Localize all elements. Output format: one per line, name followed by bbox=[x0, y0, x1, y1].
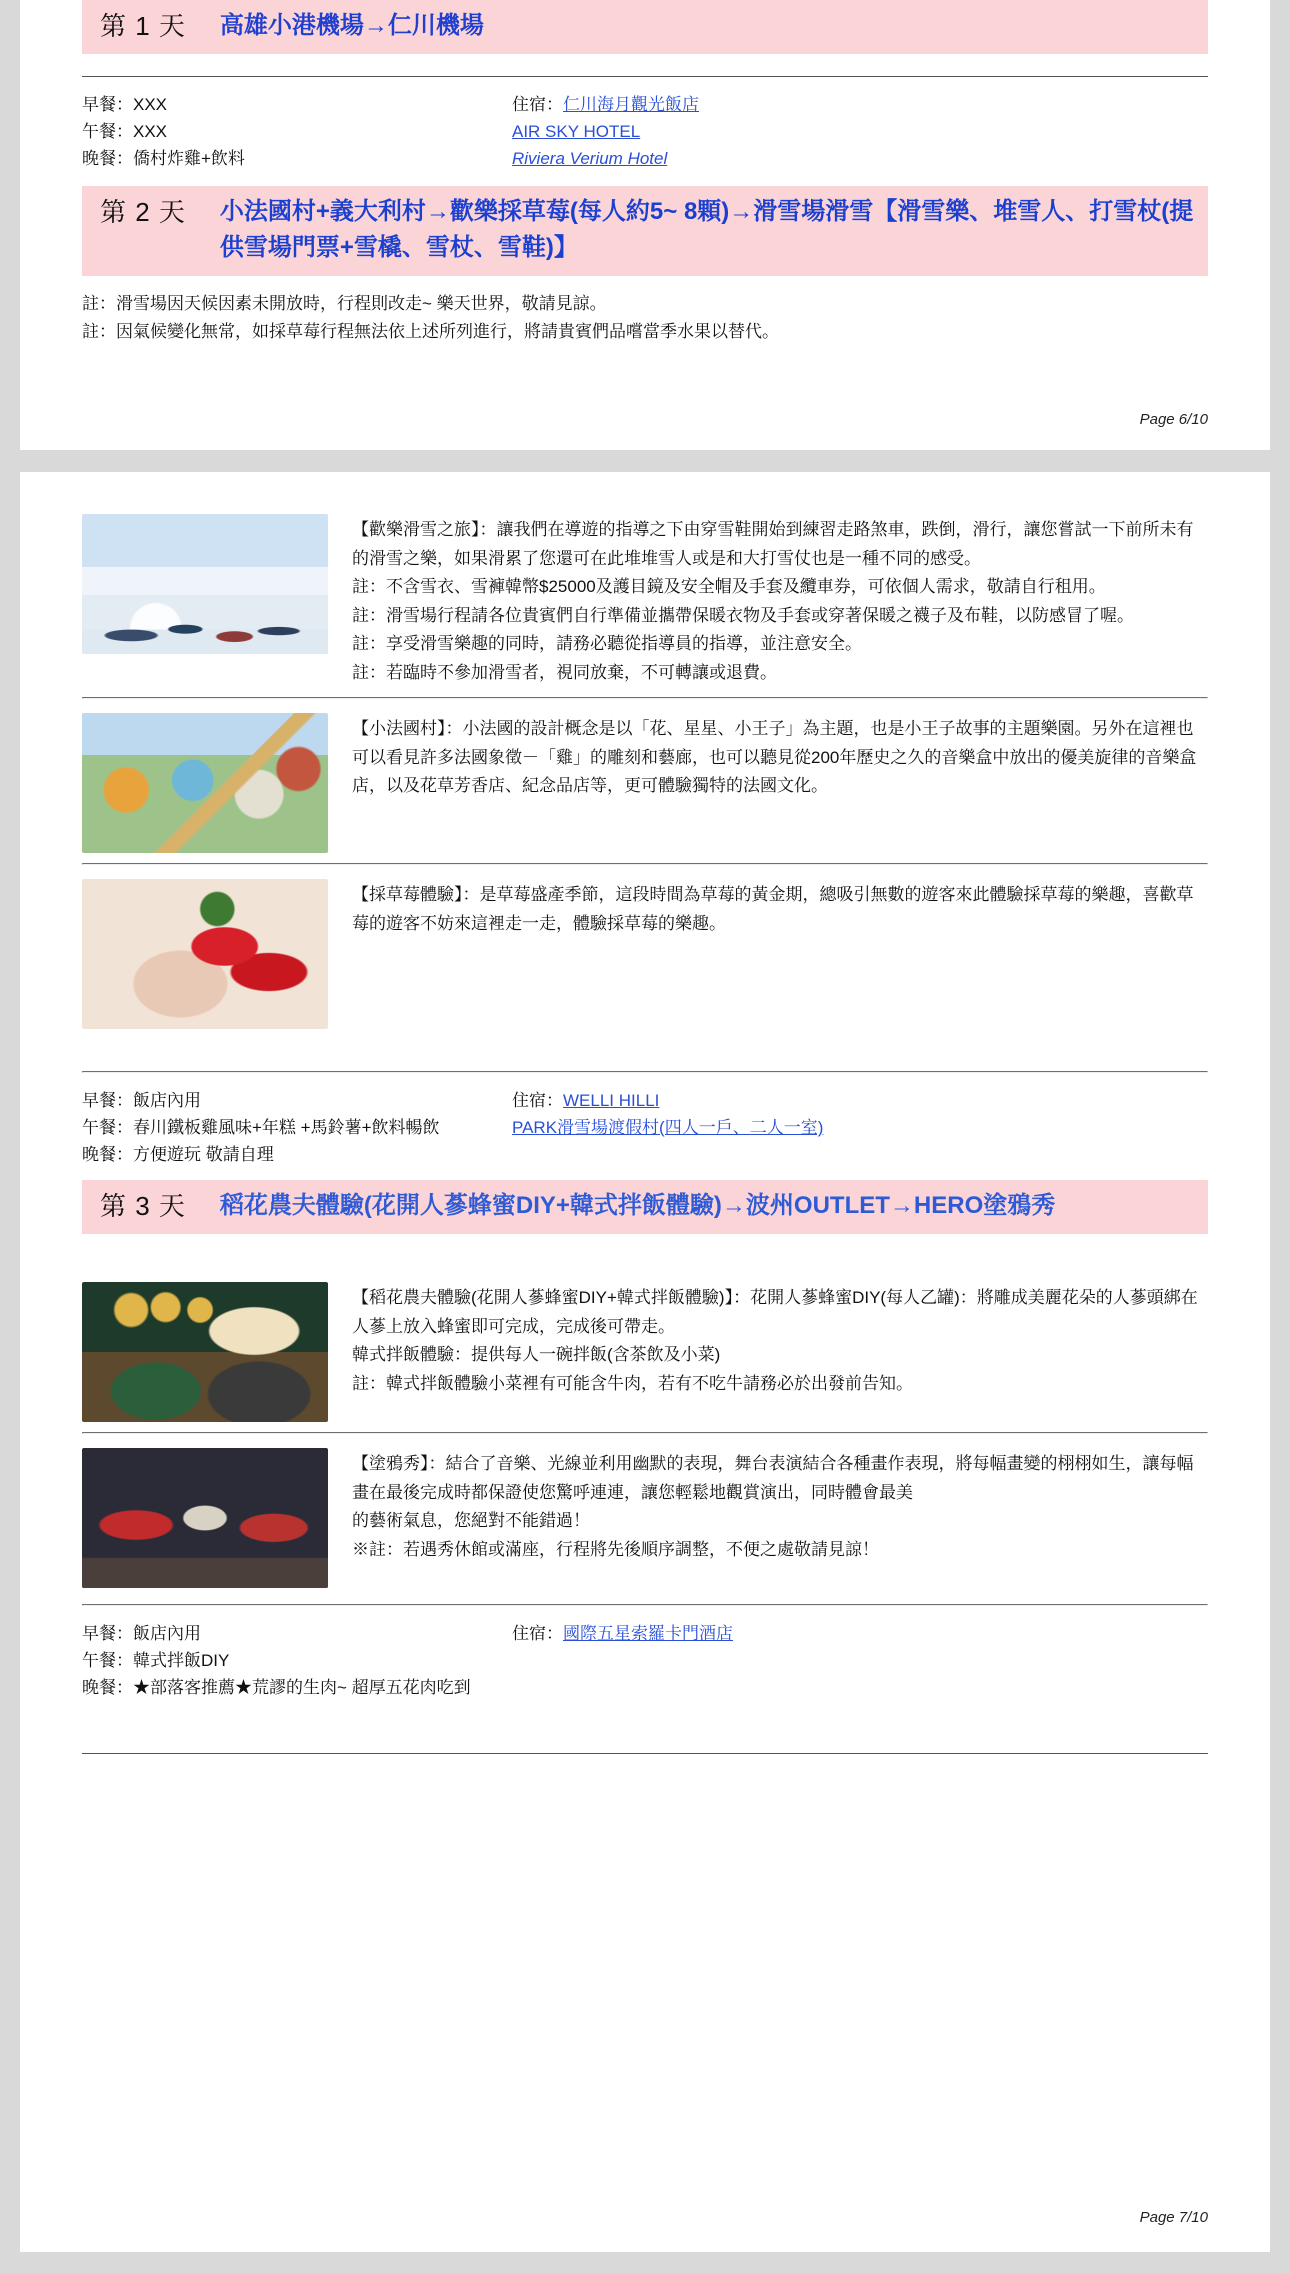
day-2-label: 第 2 天 bbox=[100, 197, 186, 227]
page-number-7: Page 7/10 bbox=[1139, 2209, 1208, 2226]
strawberry-description: 【採草莓體驗】：是草莓盛產季節，這段時間為草莓的黃金期，總吸引無數的遊客來此體驗採草莓的樂趣，喜歡草莓的遊客不妨來這裡走一走，體驗採草莓的樂趣。 bbox=[352, 885, 1194, 933]
day-3-meals bbox=[82, 1620, 512, 1701]
honey-photo bbox=[82, 1282, 328, 1422]
day-1-hotel-link-1[interactable]: 仁川海月觀光飯店 bbox=[563, 95, 699, 114]
day-1-stay bbox=[512, 91, 1208, 172]
village-description: 【小法國村】：小法國的設計概念是以「花、星星、小王子」為主題，也是小王子故事的主題樂園。另外在這裡也可以看見許多法國象徵－「雞」的雕刻和藝廊，也可以聽見從200年歷史之久的音樂盒中放出的優美旋律的音樂盒店，以及花草芳香店、紀念品店等，更可體驗獨特的法國文化。 bbox=[352, 719, 1197, 795]
day-2-note-1: 註：滑雪場因天候因素未開放時，行程則改走~ 樂天世界，敬請見諒。 bbox=[82, 294, 607, 313]
show-description bbox=[352, 1448, 1208, 1564]
honey-description bbox=[352, 1282, 1208, 1398]
divider-7 bbox=[82, 1753, 1208, 1754]
show-photo bbox=[82, 1448, 328, 1588]
honey-line-1: 【稻花農夫體驗(花開人蔘蜂蜜DIY+韓式拌飯體驗)】：花開人蔘蜂蜜DIY(每人乙罐)：將雕成美麗花朵的人蔘頭綁在人蔘上放入蜂蜜即可完成，完成後可帶走。 bbox=[352, 1288, 1198, 1336]
page-6-content bbox=[20, 0, 1270, 428]
ski-photo bbox=[82, 514, 328, 654]
day-3-stay-label: 住宿： bbox=[512, 1624, 563, 1643]
list-item bbox=[82, 500, 1208, 697]
day-1-stay-label: 住宿： bbox=[512, 95, 563, 114]
day-1-stay-line-3 bbox=[512, 145, 1208, 172]
day-3-title: 稻花農夫體驗(花開人蔘蜂蜜DIY+韓式拌飯體驗)→波州OUTLET→HERO塗鴉秀 bbox=[219, 1192, 1056, 1219]
day-3-dinner: 晚餐：★部落客推薦★荒謬的生肉~ 超厚五花肉吃到 bbox=[82, 1678, 471, 1697]
day-3-meals-block bbox=[82, 1606, 1208, 1701]
document-page-6 bbox=[20, 0, 1270, 450]
day-1-meals bbox=[82, 91, 512, 172]
day-3-stay-line-1 bbox=[512, 1620, 1208, 1647]
honey-line-3: 註：韓式拌飯體驗小菜裡有可能含牛肉，若有不吃牛請務必於出發前告知。 bbox=[352, 1373, 913, 1393]
day-2-stay-line-2 bbox=[512, 1114, 1208, 1141]
day-1-hotel-link-2[interactable]: AIR SKY HOTEL bbox=[512, 122, 641, 141]
day-1-meals-block bbox=[82, 77, 1208, 172]
list-item bbox=[82, 865, 1208, 1071]
day-2-stay bbox=[512, 1087, 1208, 1168]
day-1-dinner: 晚餐：僑村炸雞+飲料 bbox=[82, 149, 245, 168]
day-2-stay-line-1 bbox=[512, 1087, 1208, 1114]
day-3-header bbox=[82, 1180, 1208, 1234]
strawberry-photo bbox=[82, 879, 328, 1029]
day-2-notes bbox=[82, 276, 1208, 346]
page-7-content bbox=[20, 472, 1270, 2226]
ski-description bbox=[352, 514, 1208, 687]
day-2-hotel-link-1[interactable]: WELLI HILLI bbox=[563, 1091, 660, 1110]
day-3-breakfast: 早餐：飯店內用 bbox=[82, 1624, 201, 1643]
ski-line-5: 註：若臨時不參加滑雪者，視同放棄，不可轉讓或退費。 bbox=[352, 662, 777, 682]
village-photo bbox=[82, 713, 328, 853]
day-2-header bbox=[82, 186, 1208, 276]
day-1-lunch: 午餐：XXX bbox=[82, 122, 168, 141]
day-2-lunch: 午餐：春川鐵板雞風味+年糕 +馬鈴薯+飲料暢飲 bbox=[82, 1118, 440, 1137]
list-item bbox=[82, 699, 1208, 863]
day-2-meals bbox=[82, 1087, 512, 1168]
day-3-label: 第 3 天 bbox=[100, 1191, 186, 1221]
day-1-hotel-link-3[interactable]: Riviera Verium Hotel bbox=[512, 149, 668, 168]
show-line-2: 的藝術氣息，您絕對不能錯過！ bbox=[352, 1511, 590, 1530]
list-item bbox=[82, 1268, 1208, 1432]
ski-line-1: 【歡樂滑雪之旅】：讓我們在導遊的指導之下由穿雪鞋開始到練習走路煞車，跌倒，滑行，讓您嘗試一下前所未有的滑雪之樂，如果滑累了您還可在此堆堆雪人或是和大打雪仗也是一種不同的感受。 bbox=[352, 520, 1194, 568]
page-number-6: Page 6/10 bbox=[1139, 411, 1208, 428]
list-item bbox=[82, 1434, 1208, 1604]
day-2-breakfast: 早餐：飯店內用 bbox=[82, 1091, 201, 1110]
show-line-3: ※註：若遇秀休館或滿座，行程將先後順序調整，不便之處敬請見諒！ bbox=[352, 1539, 879, 1559]
day-1-breakfast: 早餐：XXX bbox=[82, 95, 168, 114]
day-2-meals-block bbox=[82, 1073, 1208, 1168]
day-3-lunch: 午餐：韓式拌飯DIY bbox=[82, 1651, 230, 1670]
ski-line-3: 註：滑雪場行程請各位貴賓們自行準備並攜帶保暖衣物及手套或穿著保暖之襪子及布鞋，以防感冒了喔。 bbox=[352, 605, 1134, 625]
day-1-stay-line-1 bbox=[512, 91, 1208, 118]
document-page-7 bbox=[20, 472, 1270, 2252]
day-1-label: 第 1 天 bbox=[100, 11, 186, 41]
day-2-note-2: 註：因氣候變化無常，如採草莓行程無法依上述所列進行，將請貴賓們品嚐當季水果以替代。 bbox=[82, 322, 779, 341]
day-2-dinner: 晚餐：方便遊玩 敬請自理 bbox=[82, 1145, 274, 1164]
show-line-1: 【塗鴉秀】：結合了音樂、光線並利用幽默的表現，舞台表演結合各種畫作表現，將每幅畫變的栩栩如生，讓每幅畫在最後完成時都保證使您驚呼連連，讓您輕鬆地觀賞演出，同時體會最美 bbox=[352, 1454, 1194, 1502]
honey-line-2: 韓式拌飯體驗：提供每人一碗拌飯(含茶飲及小菜) bbox=[352, 1345, 721, 1364]
ski-line-4: 註：享受滑雪樂趣的同時，請務必聽從指導員的指導，並注意安全。 bbox=[352, 634, 862, 653]
day-1-header bbox=[82, 0, 1208, 54]
day-3-stay bbox=[512, 1620, 1208, 1701]
day-1-title: 高雄小港機場→仁川機場 bbox=[219, 12, 484, 39]
day-1-stay-line-2 bbox=[512, 118, 1208, 145]
day-2-stay-label: 住宿： bbox=[512, 1091, 563, 1110]
ski-line-2: 註：不含雪衣、雪褲韓幣$25000及護目鏡及安全帽及手套及纜車券，可依個人需求，敬請自行租用。 bbox=[352, 577, 1106, 596]
day-2-hotel-link-2[interactable]: PARK滑雪場渡假村(四人一戶、二人一室) bbox=[512, 1118, 824, 1137]
day-3-hotel-link-1[interactable]: 國際五星索羅卡門酒店 bbox=[563, 1624, 733, 1643]
day-2-title: 小法國村+義大利村→歡樂採草莓(每人約5~ 8顆)→滑雪場滑雪【滑雪樂、堆雪人、打雪杖(提供雪場門票+雪橇、雪杖、雪鞋)】 bbox=[219, 198, 1194, 261]
